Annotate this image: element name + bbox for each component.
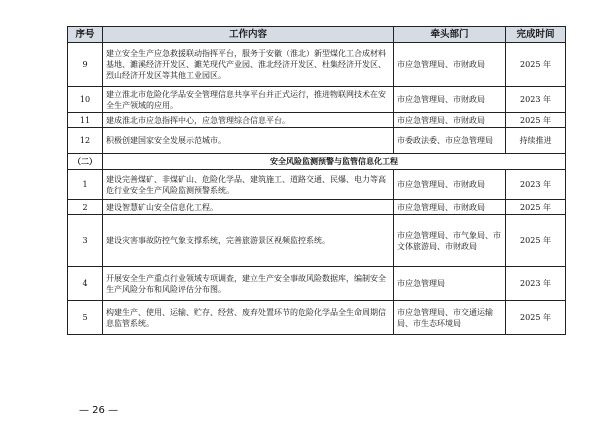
- work-table: [67, 26, 566, 335]
- row-content: 建设智慧矿山安全信息化工程。: [103, 200, 394, 215]
- header-deadline: 完成时间: [506, 27, 566, 43]
- row-content: 构建生产、使用、运输、贮存、经营、废弃处置环节的危险化学品全生命周期信息监管系统。: [103, 301, 394, 335]
- table-row: [68, 200, 566, 215]
- section-title: 安全风险监测预警与监管信息化工程: [103, 154, 566, 170]
- table-row: [68, 301, 566, 335]
- row-deadline: 2023 年: [506, 267, 566, 301]
- row-no: 10: [68, 87, 103, 113]
- row-no: 5: [68, 301, 103, 335]
- row-deadline: 2025 年: [506, 113, 566, 128]
- table-header-row: [68, 27, 566, 43]
- row-deadline: 2025 年: [506, 43, 566, 87]
- row-no: 1: [68, 170, 103, 200]
- row-no: 3: [68, 215, 103, 267]
- row-no: 2: [68, 200, 103, 215]
- table-row: [68, 87, 566, 113]
- row-deadline: 2025 年: [506, 200, 566, 215]
- table-row: [68, 43, 566, 87]
- section-row: [68, 154, 566, 170]
- row-lead: 市应急管理局、市交通运输局、市生态环境局: [394, 301, 506, 335]
- row-no: 4: [68, 267, 103, 301]
- row-lead: 市应急管理局、市气象局、市文体旅游局、市财政局: [394, 215, 506, 267]
- row-content: 建设完善煤矿、非煤矿山、危险化学品、建筑施工、道路交通、民爆、电力等高危行业安全生产风险监测预警系统。: [103, 170, 394, 200]
- row-lead: 市应急管理局、市财政局: [394, 113, 506, 128]
- row-lead: 市应急管理局、市财政局: [394, 200, 506, 215]
- row-no: 9: [68, 43, 103, 87]
- row-no: 11: [68, 113, 103, 128]
- row-lead: 市应急管理局、市财政局: [394, 170, 506, 200]
- table-row: [68, 113, 566, 128]
- row-content: 积极创建国家安全发展示范城市。: [103, 128, 394, 154]
- table-row: [68, 215, 566, 267]
- row-content: 开展安全生产重点行业领域专项调查，建立生产安全事故风险数据库，编制安全生产风险分布和风险评估分布图。: [103, 267, 394, 301]
- header-no: 序号: [68, 27, 103, 43]
- row-content: 建立安全生产应急救援联动指挥平台，服务于安徽（淮北）新型煤化工合成材料基地、濉溪经济开发区、濉芜现代产业园、淮北经济开发区、杜集经济开发区、烈山经济开发区等其他工业园区。: [103, 43, 394, 87]
- page-number: — 26 —: [79, 405, 119, 416]
- row-lead: 市应急管理局: [394, 267, 506, 301]
- row-no: 12: [68, 128, 103, 154]
- row-lead: 市委政法委、市应急管理局: [394, 128, 506, 154]
- row-lead: 市应急管理局、市财政局: [394, 87, 506, 113]
- header-content: 工作内容: [103, 27, 394, 43]
- table-row: [68, 267, 566, 301]
- row-lead: 市应急管理局、市财政局: [394, 43, 506, 87]
- header-lead: 牵头部门: [394, 27, 506, 43]
- row-deadline: 2023 年: [506, 87, 566, 113]
- row-content: 建成淮北市应急指挥中心，应急管理综合信息平台。: [103, 113, 394, 128]
- row-content: 建设灾害事故防控气象支撑系统，完善旅游景区视频监控系统。: [103, 215, 394, 267]
- table-row: [68, 128, 566, 154]
- row-deadline: 2023 年: [506, 170, 566, 200]
- row-deadline: 2025 年: [506, 215, 566, 267]
- row-deadline: 持续推进: [506, 128, 566, 154]
- row-content: 建立淮北市危险化学品安全管理信息共享平台并正式运行，推进物联网技术在安全生产领域的应用。: [103, 87, 394, 113]
- table-row: [68, 170, 566, 200]
- row-deadline: 2025 年: [506, 301, 566, 335]
- section-no: （二）: [68, 154, 103, 170]
